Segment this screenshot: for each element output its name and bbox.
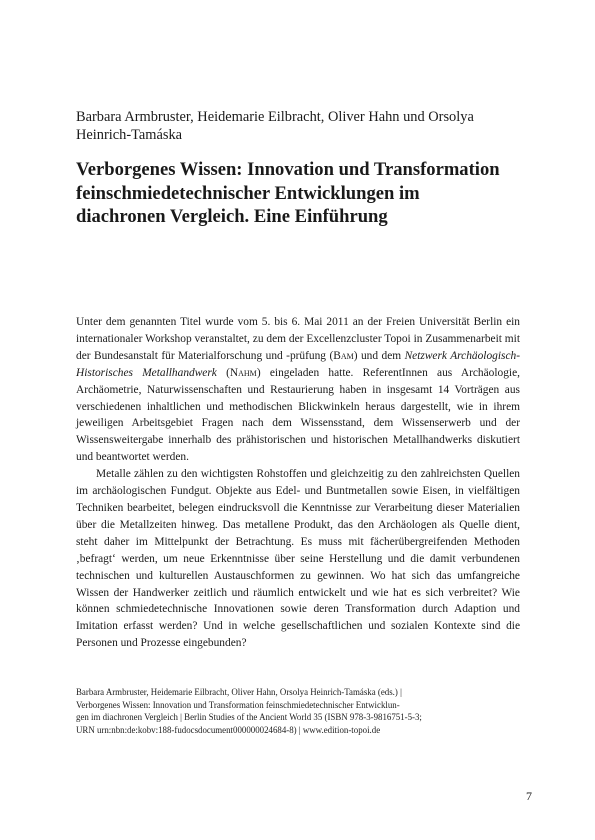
title-line: feinschmiedetechnischer Entwicklungen im — [76, 182, 420, 204]
body-text — [76, 314, 520, 652]
network-name: Netzwerk Archäologisch-Historisches Metallhandwerk — [76, 349, 520, 379]
citation-line: gen im diachronen Vergleich | Berlin Studies of the Ancient World 35 (ISBN 978-3-9816751-5-3; — [76, 712, 422, 723]
chapter-title — [76, 158, 520, 229]
title-line: Verborgenes Wissen: Innovation und Transformation — [76, 159, 500, 180]
abbreviation: Nahm — [229, 366, 257, 379]
page-number: 7 — [526, 789, 532, 803]
paragraph-text: ) und dem — [353, 349, 405, 362]
author-list: Barbara Armbruster, Heidemarie Eilbracht, Oliver Hahn und Orsolya Heinrich-Tamáska — [76, 109, 474, 143]
paragraph-text: ( — [216, 366, 230, 379]
paragraph-text: Unter dem genannten Titel wurde vom 5. bis 6. Mai 2011 an der Freien Universität Berlin ein internationaler Workshop veranstaltet, zu dem der Excellenzcluster Topoi in Zusammenarbeit mit der Bundesanstalt für Materialforschung und -prüfung ( — [76, 316, 520, 362]
paragraph-text: ) eingeladen hatte. ReferentInnen aus Archäologie, Archäometrie, Naturwissenschaften und Restaurierung haben in insgesamt 14 Vorträgen aus verschiedenen inhaltlichen und methodischen Blickwinkeln heraus dargestellt, wie in ihrem jeweiligen Arbeitsgebiet Fragen nach dem Wissensstand, dem Wissenserwerb und der Wissensweitergabe innerhalb des prähistorischen und historischen Metallhandwerks diskutiert und beantwortet werden. — [76, 366, 520, 464]
paragraph — [76, 314, 520, 466]
citation-line: Verborgenes Wissen: Innovation und Transformation feinschmiedetechnischer Entwicklun- — [76, 699, 400, 710]
paragraph: Metalle zählen zu den wichtigsten Rohstoffen und gleichzeitig zu den zahlreichsten Quellen im archäologischen Fundgut. Objekte aus Edel- und Buntmetallen sowie Eisen, in vielfältigen Techniken bearbeitet, belegen eindrucksvoll die Kenntnisse zur Verarbeitung dieser Materialien über die Metallzeiten hinweg. Das metallene Produkt, das den Archäologen als Quelle dient, steht daher im Mittelpunkt der Betrachtung. Es muss mit fächerübergreifenden Methoden ‚befragt‘ werden, um neue Erkenntnisse über seine Herstellung und die damit verbundenen technischen und kulturellen Austauschformen zu gewinnen. Wo hat sich das umfangreiche Wissen der Handwerker zeitlich und räumlich entwickelt und wie hat es sich verbreitet? Wie können schmiedetechnische Innovationen sowie deren Transformation durch Adaption und Imitation erfasst werden? Und in welche gesellschaftlichen und sozialen Kontexte sind die Personen und Prozesse eingebunden? — [76, 468, 520, 650]
citation-line: Barbara Armbruster, Heidemarie Eilbracht, Oliver Hahn, Orsolya Heinrich-Tamáska (eds.) | — [76, 687, 402, 697]
title-line: diachronen Vergleich. Eine Einführung — [76, 206, 388, 227]
citation-line: URN urn:nbn:de:kobv:188-fudocsdocument000000024684-8) | www.edition-topoi.de — [76, 725, 381, 736]
abbreviation: Bam — [333, 349, 354, 362]
citation-footer — [76, 686, 520, 737]
